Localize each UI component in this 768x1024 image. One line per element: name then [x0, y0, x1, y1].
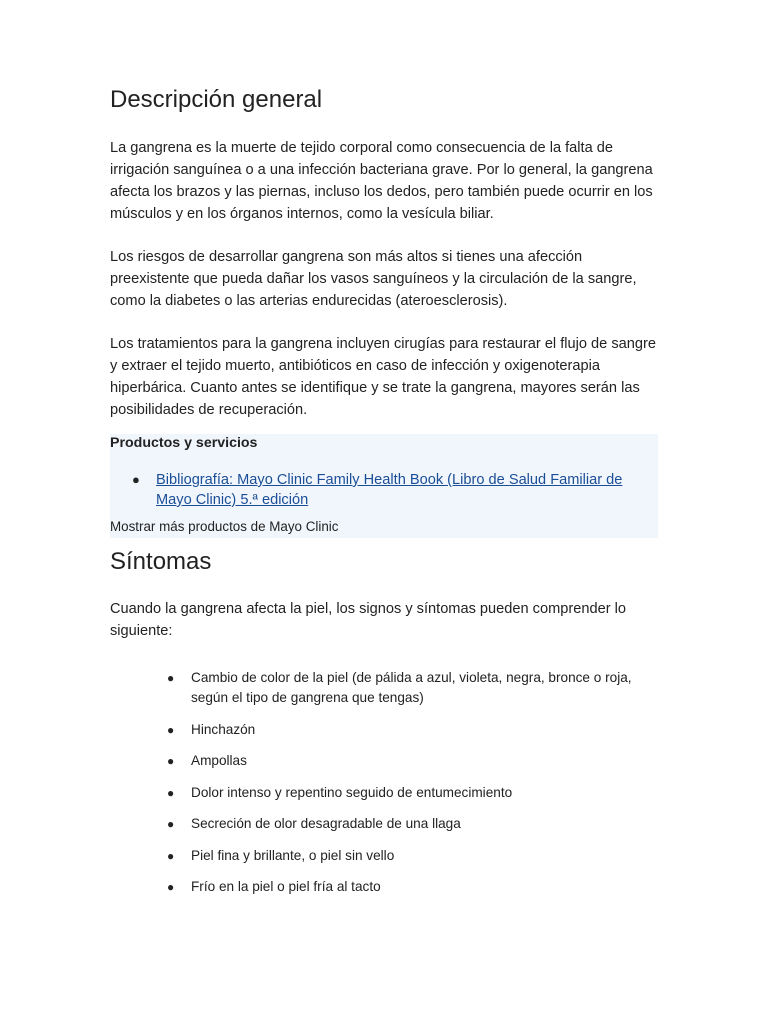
- overview-paragraph-1: La gangrena es la muerte de tejido corporal como consecuencia de la falta de irrigación sanguínea o a una infección bacteriana grave. Por lo general, la gangrena afecta los brazos y las piernas, incluso los dedos, pero también puede ocurrir en los músculos y en los órganos internos, como la vesícula biliar.: [110, 140, 653, 222]
- symptoms-intro: Cuando la gangrena afecta la piel, los signos y síntomas pueden comprender lo siguiente:: [110, 601, 626, 639]
- bullet-icon: ●: [167, 785, 175, 800]
- product-link-family-health-book[interactable]: Bibliografía: Mayo Clinic Family Health Book (Libro de Salud Familiar de Mayo Clinic) 5.ª edición: [156, 472, 623, 508]
- list-item: [110, 751, 658, 771]
- bullet-icon: ●: [167, 754, 175, 768]
- bullet-icon: ●: [167, 848, 175, 863]
- symptom-text: Hinchazón: [191, 721, 256, 737]
- overview-paragraph-3: Los tratamientos para la gangrena incluyen cirugías para restaurar el flujo de sangre y extraer el tejido muerto, antibióticos en caso de infección y oxigenoterapia hiperbárica. Cuanto antes se identifique y se trate la gangrena, mayores serán las posibilidades de recuperación.: [110, 336, 656, 418]
- symptoms-heading: Síntomas: [110, 548, 212, 575]
- more-products-link[interactable]: Mostrar más productos de Mayo Clinic: [110, 519, 339, 534]
- bullet-icon: ●: [167, 671, 175, 685]
- symptom-text: Secreción de olor desagradable de una llaga: [191, 816, 461, 831]
- overview-heading: Descripción general: [110, 86, 323, 113]
- article: [110, 84, 658, 909]
- list-item: [110, 668, 658, 708]
- products-box: [110, 434, 658, 538]
- products-title: Productos y servicios: [110, 435, 258, 451]
- bullet-icon: ●: [167, 722, 175, 737]
- bullet-icon: ●: [167, 817, 175, 831]
- list-item: [110, 783, 658, 803]
- list-item: [110, 814, 658, 834]
- symptom-text: Cambio de color de la piel (de pálida a azul, violeta, negra, bronce o roja, según el tipo de gangrena que tengas): [191, 670, 632, 705]
- symptom-text: Dolor intenso y repentino seguido de entumecimiento: [191, 784, 513, 800]
- overview-paragraph-2: Los riesgos de desarrollar gangrena son más altos si tienes una afección preexistente que pueda dañar los vasos sanguíneos y la circulación de la sangre, como la diabetes o las arterias endurecidas (ateroesclerosis).: [110, 249, 637, 309]
- list-item: [110, 846, 658, 866]
- list-item: [110, 877, 658, 897]
- bullet-icon: ●: [132, 472, 140, 487]
- symptom-text: Ampollas: [191, 753, 247, 768]
- products-list: [110, 470, 658, 510]
- list-item: [110, 720, 658, 740]
- products-list-item: [110, 470, 658, 510]
- symptom-text: Piel fina y brillante, o piel sin vello: [191, 847, 395, 863]
- symptoms-list: [110, 668, 658, 897]
- bullet-icon: ●: [167, 880, 175, 894]
- symptom-text: Frío en la piel o piel fría al tacto: [191, 879, 381, 894]
